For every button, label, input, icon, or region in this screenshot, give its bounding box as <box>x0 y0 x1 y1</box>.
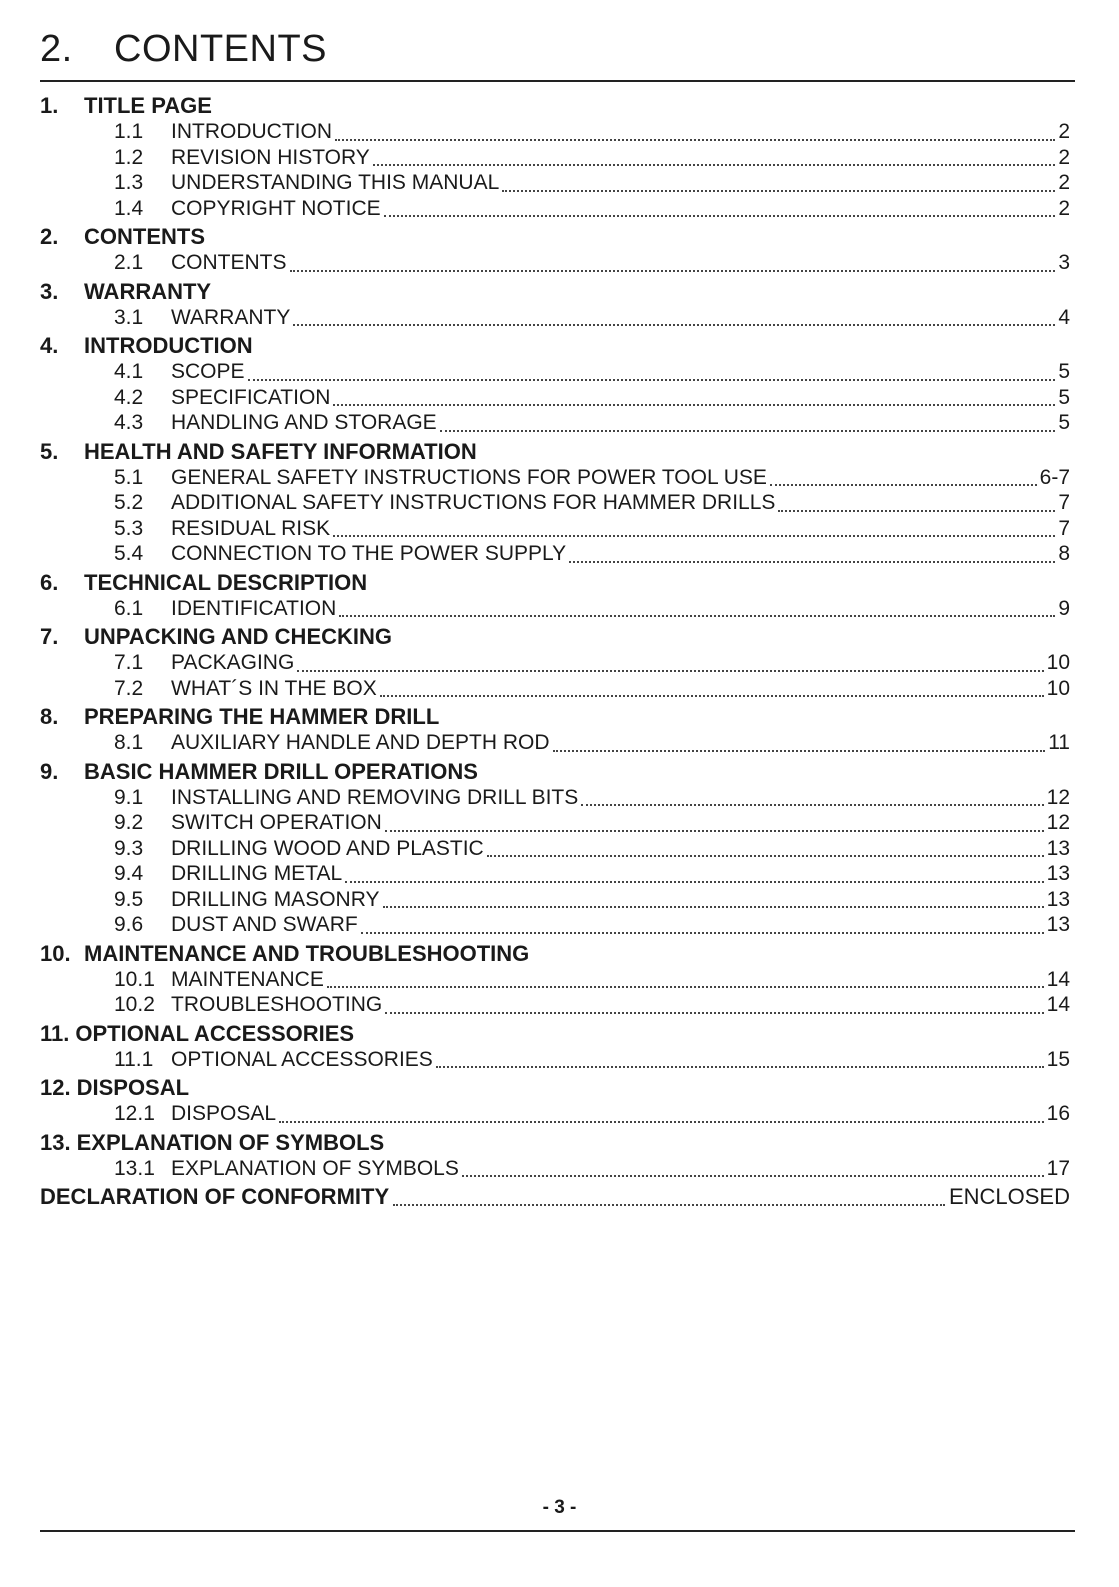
toc-entry-label: REVISION HISTORY <box>171 145 370 169</box>
toc-section-number: 9. <box>40 758 59 784</box>
toc-entry-number: 3.1 <box>114 305 144 329</box>
dot-leader <box>770 484 1037 486</box>
toc-entry-label: PACKAGING <box>171 651 295 674</box>
dot-leader <box>373 164 1055 166</box>
toc-entry-page: 13 <box>1046 862 1070 885</box>
toc-entry[interactable] <box>40 490 1070 516</box>
toc-section-title: MAINTENANCE AND TROUBLESHOOTING <box>84 940 530 966</box>
toc-entry-page: 11 <box>1048 731 1070 754</box>
toc-entry-page: 12 <box>1046 811 1070 834</box>
toc-entry-page: 10 <box>1046 676 1070 700</box>
toc-section-title: DISPOSAL <box>76 1075 190 1100</box>
toc-section-title: TECHNICAL DESCRIPTION <box>84 569 368 595</box>
dot-leader <box>380 695 1044 697</box>
dot-leader <box>339 615 1055 617</box>
toc-entry[interactable] <box>40 170 1070 196</box>
footer-divider <box>40 1530 1075 1532</box>
toc-entry-page: 2 <box>1058 145 1070 169</box>
toc-entry[interactable] <box>40 359 1070 385</box>
toc-entry-number: 12.1 <box>114 1102 155 1125</box>
toc-entry[interactable] <box>40 516 1070 542</box>
toc-entry-page: 15 <box>1046 1047 1070 1071</box>
toc-entry[interactable] <box>40 730 1070 756</box>
toc-entry-number: 5.1 <box>114 465 144 489</box>
toc-entry[interactable] <box>40 785 1070 811</box>
footer-page-number: - 3 - <box>542 1497 577 1518</box>
toc-entry[interactable] <box>40 465 1070 491</box>
toc-entry-label: IDENTIFICATION <box>171 596 337 620</box>
page-title-text: CONTENTS <box>114 28 327 70</box>
toc-entry-label: AUXILIARY HANDLE AND DEPTH ROD <box>171 731 550 754</box>
toc-entry-number: 1.1 <box>114 120 144 143</box>
dot-leader <box>333 404 1055 406</box>
toc-entry-number: 10.1 <box>114 967 155 991</box>
toc-section-heading[interactable] <box>40 438 1070 465</box>
toc-entry[interactable] <box>40 305 1070 331</box>
toc-entry[interactable] <box>40 541 1070 567</box>
toc-entry-page: 16 <box>1046 1102 1070 1125</box>
toc-entry-label: GENERAL SAFETY INSTRUCTIONS FOR POWER TOOL USE <box>171 465 767 489</box>
dot-leader <box>487 855 1044 857</box>
toc-entry-label: INSTALLING AND REMOVING DRILL BITS <box>171 785 579 809</box>
toc-entry[interactable] <box>40 836 1070 862</box>
toc-entry[interactable] <box>40 992 1070 1018</box>
toc-entry-number: 9.6 <box>114 913 144 936</box>
header-divider <box>40 80 1075 82</box>
toc-entry-label: DRILLING METAL <box>171 862 343 885</box>
dot-leader <box>462 1175 1044 1177</box>
dot-leader <box>290 270 1056 272</box>
toc-entry[interactable] <box>40 861 1070 887</box>
toc-entry-label: EXPLANATION OF SYMBOLS <box>171 1156 459 1180</box>
toc-section-heading[interactable] <box>40 703 1070 730</box>
toc-entry-number: 7.2 <box>114 676 144 700</box>
toc-section-number: 2. <box>40 224 59 249</box>
toc-entry-label: HANDLING AND STORAGE <box>171 411 437 434</box>
toc-section-heading[interactable] <box>40 1020 1070 1047</box>
toc-entry-page: 5 <box>1058 411 1070 434</box>
page-title-number: 2. <box>40 28 73 70</box>
toc-entry[interactable] <box>40 650 1070 676</box>
toc-entry-label: UNDERSTANDING THIS MANUAL <box>171 171 500 194</box>
toc-entry[interactable] <box>40 196 1070 222</box>
toc-entry-label: WARRANTY <box>171 305 291 329</box>
toc-entry-number: 10.2 <box>114 993 155 1016</box>
toc-entry[interactable] <box>40 1101 1070 1127</box>
toc-entry-label: DRILLING WOOD AND PLASTIC <box>171 836 484 860</box>
table-of-contents <box>40 92 1070 1211</box>
dot-leader <box>385 1012 1043 1014</box>
toc-entry-label: CONTENTS <box>171 251 287 274</box>
toc-entry-number: 4.2 <box>114 385 144 409</box>
toc-entry-page: 13 <box>1046 913 1070 936</box>
toc-section-number: 11. <box>40 1020 70 1046</box>
dot-leader <box>333 535 1055 537</box>
toc-entry-number: 6.1 <box>114 596 144 620</box>
toc-entry-page: 3 <box>1058 251 1070 274</box>
dot-leader <box>393 1204 945 1206</box>
toc-section-title: TITLE PAGE <box>84 93 212 118</box>
toc-entry[interactable] <box>40 1047 1070 1073</box>
toc-section-heading[interactable] <box>40 92 1070 119</box>
dot-leader <box>279 1121 1044 1123</box>
toc-entry-label: ADDITIONAL SAFETY INSTRUCTIONS FOR HAMMER DRILLS <box>171 491 776 514</box>
toc-section-heading[interactable] <box>40 569 1070 596</box>
toc-entry-label: DUST AND SWARF <box>171 913 358 936</box>
toc-entry-label: INTRODUCTION <box>171 120 332 143</box>
toc-entry-label: RESIDUAL RISK <box>171 516 331 540</box>
toc-entry[interactable] <box>40 887 1070 913</box>
toc-section-heading[interactable] <box>40 332 1070 359</box>
dot-leader <box>502 190 1055 192</box>
dot-leader <box>383 906 1044 908</box>
toc-entry[interactable] <box>40 1156 1070 1182</box>
toc-entry-number: 9.3 <box>114 836 144 860</box>
toc-entry-label: OPTIONAL ACCESSORIES <box>171 1047 433 1071</box>
toc-section-title: OPTIONAL ACCESSORIES <box>75 1020 355 1046</box>
toc-entry-page: 14 <box>1046 967 1070 991</box>
toc-entry-page: 6-7 <box>1039 465 1070 489</box>
toc-entry-page: 12 <box>1046 785 1070 809</box>
dot-leader <box>297 670 1043 672</box>
toc-section-number: 3. <box>40 278 59 304</box>
toc-section-heading[interactable] <box>40 223 1070 250</box>
toc-section-heading[interactable] <box>40 758 1070 785</box>
toc-section-number: 7. <box>40 624 59 649</box>
toc-section-number: 1. <box>40 93 59 118</box>
dot-leader <box>384 215 1055 217</box>
toc-entry[interactable] <box>40 912 1070 938</box>
toc-section-number: 10. <box>40 940 71 966</box>
toc-section-number: 8. <box>40 704 59 729</box>
toc-entry-label: DRILLING MASONRY <box>171 887 380 911</box>
toc-section-title: CONTENTS <box>84 224 205 249</box>
toc-entry[interactable] <box>40 596 1070 622</box>
toc-section-number: 6. <box>40 569 59 595</box>
toc-entry-number: 1.3 <box>114 171 144 194</box>
dot-leader <box>248 379 1055 381</box>
toc-entry-page: 9 <box>1058 596 1070 620</box>
dot-leader <box>345 881 1043 883</box>
toc-entry[interactable] <box>40 410 1070 436</box>
toc-entry-number: 9.5 <box>114 887 144 911</box>
toc-section-title: WARRANTY <box>84 278 212 304</box>
dot-leader <box>293 324 1055 326</box>
toc-entry-number: 1.4 <box>114 196 144 220</box>
toc-declaration-entry[interactable] <box>40 1183 1070 1211</box>
declaration-label: DECLARATION OF CONFORMITY <box>40 1184 390 1209</box>
toc-section-heading[interactable] <box>40 1074 1070 1101</box>
toc-entry-label: WHAT´S IN THE BOX <box>171 676 377 700</box>
toc-entry-page: 2 <box>1058 171 1070 194</box>
toc-entry[interactable] <box>40 385 1070 411</box>
toc-entry-page: 4 <box>1058 305 1070 329</box>
toc-section-title: EXPLANATION OF SYMBOLS <box>76 1129 385 1155</box>
toc-section-heading[interactable] <box>40 940 1070 967</box>
toc-entry-number: 4.1 <box>114 360 144 383</box>
dot-leader <box>553 750 1046 752</box>
toc-entry-page: 14 <box>1046 993 1070 1016</box>
toc-entry-label: MAINTENANCE <box>171 967 324 991</box>
toc-section-heading[interactable] <box>40 278 1070 305</box>
toc-section-title: HEALTH AND SAFETY INFORMATION <box>84 438 477 464</box>
dot-leader <box>778 510 1055 512</box>
toc-entry-page: 5 <box>1058 360 1070 383</box>
toc-entry-page: 10 <box>1046 651 1070 674</box>
toc-entry-number: 9.1 <box>114 785 144 809</box>
toc-entry[interactable] <box>40 676 1070 702</box>
toc-entry[interactable] <box>40 145 1070 171</box>
toc-entry-number: 2.1 <box>114 251 144 274</box>
toc-entry-number: 5.4 <box>114 542 144 565</box>
dot-leader <box>436 1066 1044 1068</box>
dot-leader <box>327 986 1044 988</box>
toc-section-title: BASIC HAMMER DRILL OPERATIONS <box>84 758 478 784</box>
toc-entry-page: 5 <box>1058 385 1070 409</box>
toc-section-title: INTRODUCTION <box>84 333 253 358</box>
dot-leader <box>361 932 1044 934</box>
toc-section-heading[interactable] <box>40 1129 1070 1156</box>
toc-section-number: 12. <box>40 1075 71 1100</box>
toc-entry-number: 8.1 <box>114 731 144 754</box>
dot-leader <box>335 139 1055 141</box>
toc-entry[interactable] <box>40 119 1070 145</box>
toc-entry-label: SPECIFICATION <box>171 385 331 409</box>
toc-entry-label: SWITCH OPERATION <box>171 811 382 834</box>
dot-leader <box>569 561 1055 563</box>
toc-entry-page: 13 <box>1046 887 1070 911</box>
toc-entry-page: 13 <box>1046 836 1070 860</box>
toc-entry[interactable] <box>40 967 1070 993</box>
toc-entry-label: DISPOSAL <box>171 1102 277 1125</box>
toc-entry-page: 2 <box>1058 120 1070 143</box>
toc-entry-number: 7.1 <box>114 651 144 674</box>
toc-entry-label: CONNECTION TO THE POWER SUPPLY <box>171 542 567 565</box>
toc-entry-number: 11.1 <box>114 1047 154 1071</box>
toc-section-number: 5. <box>40 438 59 464</box>
dot-leader <box>440 430 1055 432</box>
toc-entry-page: 17 <box>1046 1156 1070 1180</box>
toc-entry[interactable] <box>40 250 1070 276</box>
toc-entry[interactable] <box>40 810 1070 836</box>
page-title <box>40 28 327 71</box>
toc-entry-page: 8 <box>1058 542 1070 565</box>
dot-leader <box>385 830 1044 832</box>
toc-entry-number: 5.2 <box>114 491 144 514</box>
toc-entry-number: 9.4 <box>114 862 144 885</box>
toc-entry-page: 7 <box>1058 516 1070 540</box>
toc-section-heading[interactable] <box>40 623 1070 650</box>
toc-section-title: PREPARING THE HAMMER DRILL <box>84 704 440 729</box>
toc-section-number: 4. <box>40 333 59 358</box>
dot-leader <box>581 804 1043 806</box>
toc-entry-number: 9.2 <box>114 811 144 834</box>
toc-entry-number: 4.3 <box>114 411 144 434</box>
toc-entry-label: SCOPE <box>171 360 245 383</box>
toc-entry-page: 2 <box>1058 196 1070 220</box>
toc-section-number: 13. <box>40 1129 71 1155</box>
toc-entry-page: 7 <box>1058 491 1070 514</box>
toc-entry-number: 1.2 <box>114 145 144 169</box>
toc-section-title: UNPACKING AND CHECKING <box>84 624 392 649</box>
toc-entry-label: TROUBLESHOOTING <box>171 993 383 1016</box>
toc-entry-number: 13.1 <box>114 1156 155 1180</box>
toc-entry-number: 5.3 <box>114 516 144 540</box>
declaration-page: ENCLOSED <box>948 1184 1070 1209</box>
toc-entry-label: COPYRIGHT NOTICE <box>171 196 381 220</box>
